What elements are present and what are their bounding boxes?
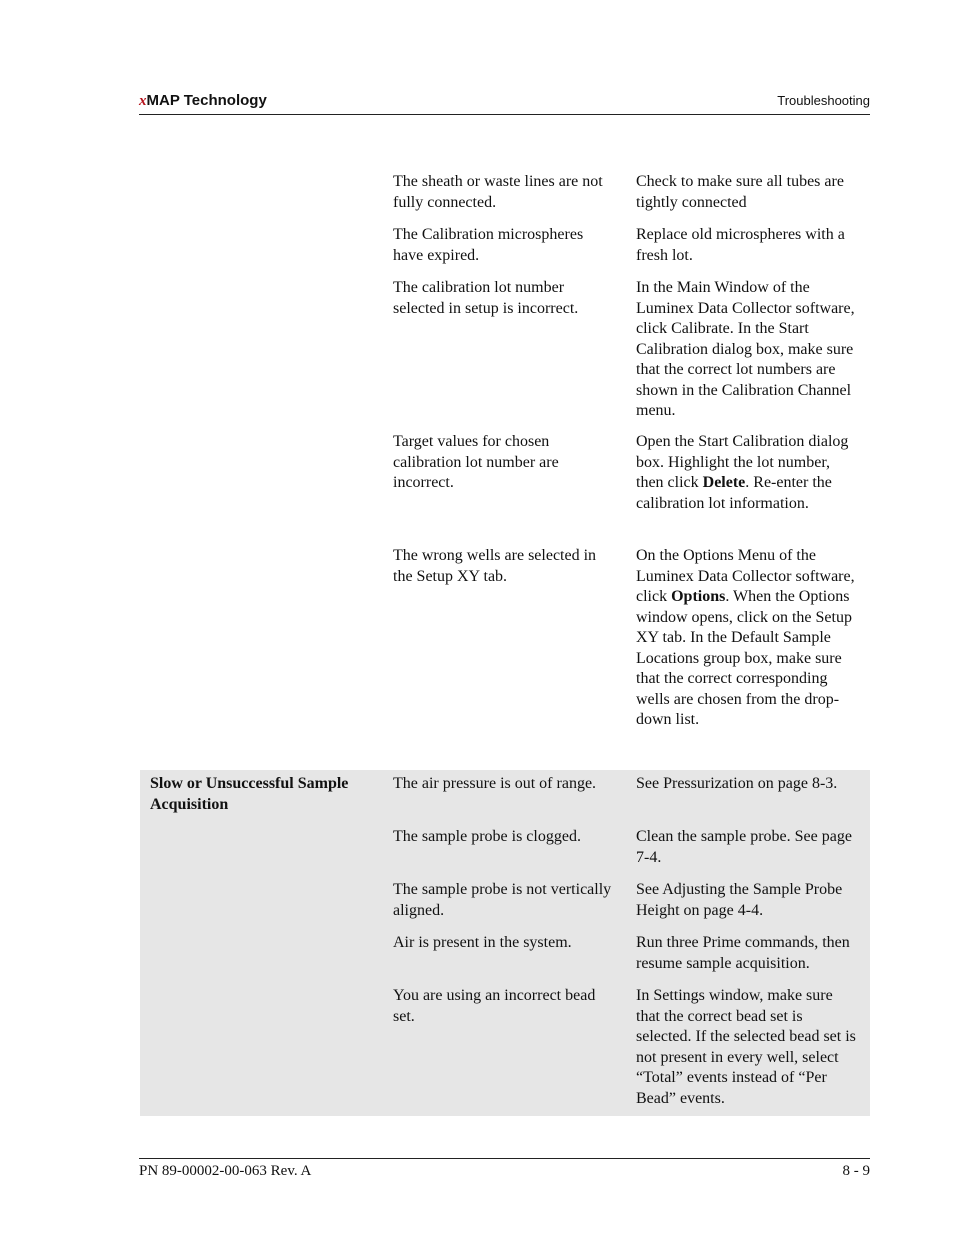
table-row bbox=[140, 933, 870, 986]
cause-cell: Air is present in the system. bbox=[393, 934, 572, 951]
cause-cell: The wrong wells are selected in the Setup XY tab. bbox=[393, 547, 597, 585]
page-footer bbox=[139, 1158, 870, 1179]
troubleshooting-table-continued bbox=[140, 172, 870, 728]
solution-cell: In the Main Window of the Luminex Data Collector software, click Calibrate. In the Start Calibration dialog box, make sure that the correct lot numbers are shown in the Calibration Channel menu. bbox=[636, 279, 855, 419]
table-row bbox=[140, 278, 870, 432]
troubleshooting-table-sample-acquisition bbox=[140, 770, 870, 1116]
solution-cell: On the Options Menu of the Luminex Data Collector software, click Options. When the Options window opens, click on the Setup XY tab. In the Default Sample Locations group box, make sure that the correct corresponding wells are chosen from the drop-down list. bbox=[636, 547, 855, 728]
problem-title: Slow or Unsuccessful Sample Acquisition bbox=[150, 775, 349, 813]
table-row bbox=[140, 432, 870, 546]
brand-rest: MAP Technology bbox=[146, 92, 267, 109]
table-row bbox=[140, 225, 870, 278]
table-row bbox=[140, 774, 870, 827]
page-number: 8 - 9 bbox=[842, 1163, 870, 1179]
cause-cell: The sample probe is clogged. bbox=[393, 828, 581, 845]
cause-cell: The calibration lot number selected in setup is incorrect. bbox=[393, 279, 579, 317]
cause-cell: Target values for chosen calibration lot number are incorrect. bbox=[393, 433, 559, 491]
table-row bbox=[140, 546, 870, 728]
solution-cell: Open the Start Calibration dialog box. Highlight the lot number, then click Delete. Re-enter the calibration lot information. bbox=[636, 433, 849, 512]
solution-cell: See Adjusting the Sample Probe Height on page 4-4. bbox=[636, 881, 843, 919]
solution-cell: See Pressurization on page 8-3. bbox=[636, 775, 838, 792]
page-header bbox=[139, 90, 870, 115]
cause-cell: The Calibration microspheres have expired. bbox=[393, 226, 584, 264]
brand-x: x bbox=[139, 93, 147, 109]
part-number: PN 89-00002-00-063 Rev. A bbox=[139, 1163, 312, 1179]
solution-cell: Replace old microspheres with a fresh lot. bbox=[636, 226, 845, 264]
solution-cell: Clean the sample probe. See page 7-4. bbox=[636, 828, 852, 866]
cause-cell: The sample probe is not vertically aligned. bbox=[393, 881, 612, 919]
delete-emphasis: Delete bbox=[702, 474, 746, 491]
brand-title bbox=[139, 92, 267, 110]
cause-cell: The air pressure is out of range. bbox=[393, 775, 597, 792]
cause-cell: The sheath or waste lines are not fully connected. bbox=[393, 173, 603, 211]
solution-cell: Check to make sure all tubes are tightly connected bbox=[636, 173, 844, 211]
section-title: Troubleshooting bbox=[777, 93, 870, 108]
options-emphasis: Options bbox=[671, 588, 726, 605]
table-row bbox=[140, 827, 870, 880]
cause-cell: You are using an incorrect bead set. bbox=[393, 987, 596, 1025]
solution-cell: Run three Prime commands, then resume sample acquisition. bbox=[636, 934, 850, 972]
solution-cell: In Settings window, make sure that the correct bead set is selected. If the selected bead set is not present in every well, select “Total” events instead of “Per Bead” events. bbox=[636, 987, 856, 1107]
table-row bbox=[140, 986, 870, 1112]
table-row bbox=[140, 172, 870, 225]
table-row bbox=[140, 880, 870, 933]
